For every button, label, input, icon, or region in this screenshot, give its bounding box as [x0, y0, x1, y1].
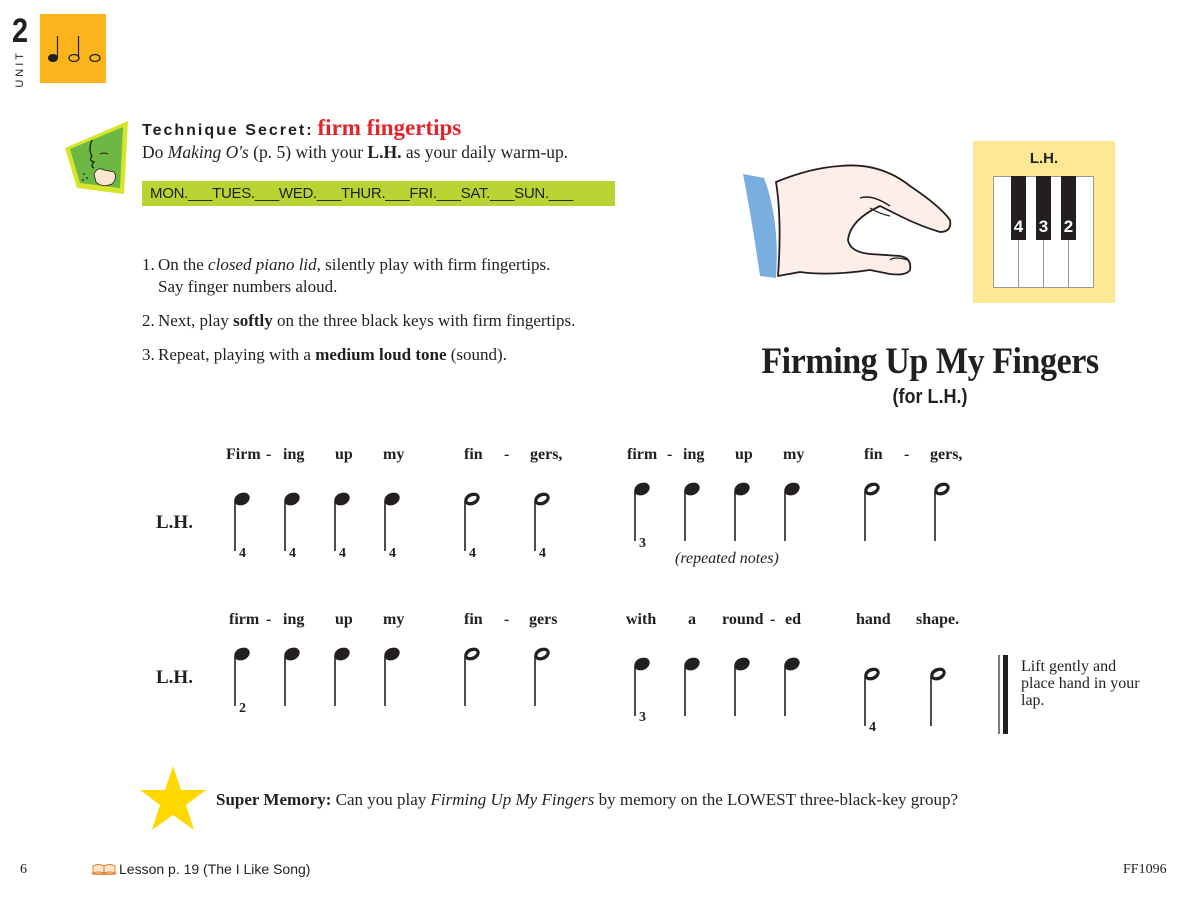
instruction-hand: L.H.	[367, 142, 402, 162]
finger-number-3: 3	[1038, 217, 1049, 236]
book-code: FF1096	[1123, 862, 1167, 877]
finger-number-4: 4	[1013, 217, 1024, 236]
lyric-hyphen: -	[504, 446, 510, 463]
lyric: ing	[283, 611, 305, 628]
lyric: my	[783, 446, 805, 463]
repeated-notes-annotation: (repeated notes)	[675, 550, 779, 567]
practice-days-bar[interactable]: MON.___TUES.___WED.___THUR.___FRI.___SAT.___SUN.___	[142, 181, 615, 206]
page-number: 6	[20, 862, 27, 877]
finger-number: 4	[389, 546, 396, 561]
lyric: gers,	[530, 446, 563, 463]
lyric: firm	[627, 446, 658, 463]
lyric-hyphen: -	[667, 446, 673, 463]
finger-number: 4	[289, 546, 296, 561]
super-memory-text: Super Memory: Can you play Firming Up My Fingers by memory on the LOWEST three-black-key group?	[216, 790, 959, 809]
song-title: Firming Up My Fingers	[761, 341, 1099, 382]
lyric: fin	[464, 611, 483, 628]
lyric: round	[722, 611, 764, 628]
lyric: Firm	[226, 446, 261, 463]
lyric: up	[335, 446, 353, 463]
technique-accent: firm fingertips	[317, 115, 462, 140]
lyric: a	[688, 611, 696, 628]
step-number: 2.	[142, 311, 155, 330]
lyric: ing	[283, 446, 305, 463]
step-text: On the closed piano lid, silently play with firm fingertips. Say finger numbers aloud.	[158, 255, 551, 296]
super-memory-label: Super Memory:	[216, 790, 332, 809]
instruction-piece-title: Making O's	[167, 142, 249, 162]
lyric: up	[735, 446, 753, 463]
lyric: with	[626, 611, 657, 628]
hand-label: L.H.	[156, 667, 193, 688]
finger-number: 4	[539, 546, 546, 561]
instruction-text: Do	[142, 142, 168, 162]
lyric: fin	[464, 446, 483, 463]
finger-number-2: 2	[1063, 217, 1074, 236]
lyric: ed	[785, 611, 801, 628]
finger-number: 4	[339, 546, 346, 561]
star-icon	[138, 766, 208, 832]
finger-number: 4	[469, 546, 476, 561]
song-subtitle: (for L.H.)	[892, 386, 968, 408]
lyric: ing	[683, 446, 705, 463]
instruction-text: (p. 5) with your	[248, 142, 368, 162]
step-text: Next, play softly on the three black keys with firm fingertips.	[158, 311, 576, 330]
lyric-hyphen: -	[904, 446, 910, 463]
step-text: Repeat, playing with a medium loud tone (sound).	[158, 345, 507, 364]
lyric: my	[383, 446, 405, 463]
finger-number: 3	[639, 710, 646, 725]
lyric: my	[383, 611, 405, 628]
lyric-hyphen: -	[770, 611, 776, 628]
lyric: fin	[864, 446, 883, 463]
lesson-reference	[92, 861, 310, 877]
keyboard-hand-label: L.H.	[1029, 150, 1059, 167]
finger-number: 4	[239, 546, 246, 561]
instruction-text: as your daily warm-up.	[401, 142, 569, 162]
unit-label: UNIT	[14, 50, 26, 88]
lyric: firm	[229, 611, 260, 628]
technique-label: Technique Secret:	[142, 122, 314, 139]
lyric: hand	[856, 611, 891, 628]
step-number: 3.	[142, 345, 155, 364]
lesson-reference-text: Lesson p. 19 (The I Like Song)	[119, 861, 311, 877]
ending-instruction: Lift gently and place hand in your lap.	[1021, 658, 1140, 709]
unit-number: 2	[12, 12, 29, 50]
hand-label: L.H.	[156, 512, 193, 533]
lyric-hyphen: -	[266, 611, 272, 628]
finger-number: 2	[239, 701, 246, 716]
lyric: gers	[529, 611, 558, 628]
lyric-hyphen: -	[266, 446, 272, 463]
finger-number: 3	[639, 536, 646, 551]
step-number: 1.	[142, 255, 155, 274]
lyric-hyphen: -	[504, 611, 510, 628]
lyric: gers,	[930, 446, 963, 463]
lyric: shape.	[916, 611, 960, 628]
lyric: up	[335, 611, 353, 628]
open-book-icon	[92, 863, 116, 875]
finger-number: 4	[869, 720, 876, 735]
